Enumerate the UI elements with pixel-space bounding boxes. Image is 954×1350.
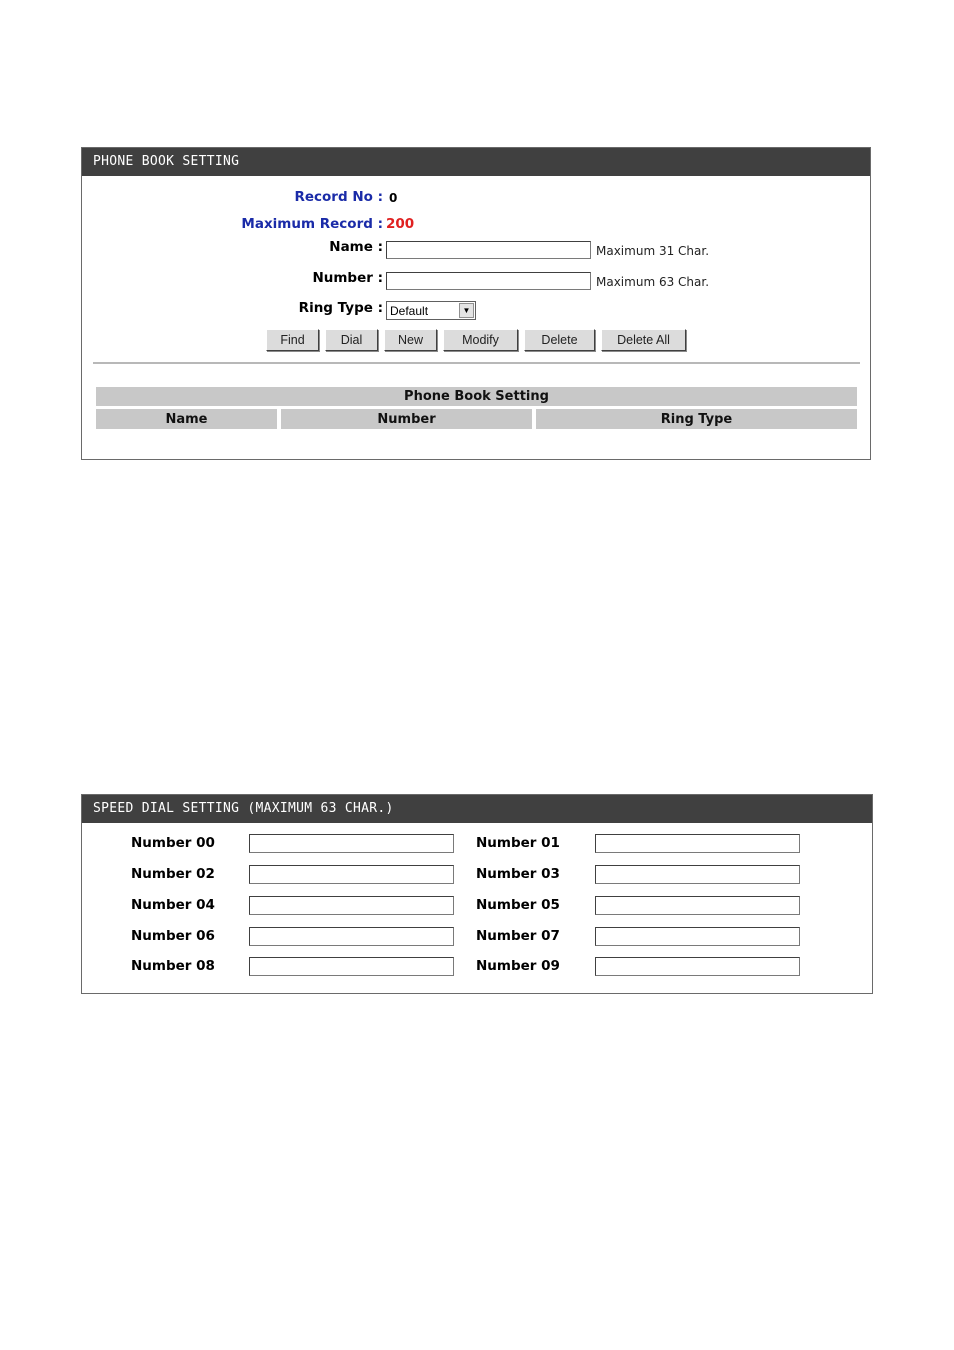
dial-button[interactable]: Dial <box>325 329 378 351</box>
speed-dial-input-09[interactable] <box>595 957 800 976</box>
speed-dial-header: SPEED DIAL SETTING (MAXIMUM 63 CHAR.) <box>82 795 872 823</box>
number-label: Number : <box>312 270 383 286</box>
speed-dial-input-00[interactable] <box>249 834 454 853</box>
record-no-label: Record No : <box>294 189 383 205</box>
speed-dial-label-04: Number 04 <box>131 897 215 913</box>
speed-dial-label-07: Number 07 <box>476 928 560 944</box>
name-label: Name : <box>329 239 383 255</box>
dropdown-arrow-icon[interactable]: ▼ <box>459 303 474 318</box>
speed-dial-label-00: Number 00 <box>131 835 215 851</box>
speed-dial-input-01[interactable] <box>595 834 800 853</box>
ring-type-label: Ring Type : <box>298 300 383 316</box>
modify-button[interactable]: Modify <box>443 329 518 351</box>
column-header-number: Number <box>281 409 532 429</box>
speed-dial-input-08[interactable] <box>249 957 454 976</box>
column-header-ring-type: Ring Type <box>536 409 857 429</box>
speed-dial-input-05[interactable] <box>595 896 800 915</box>
speed-dial-input-02[interactable] <box>249 865 454 884</box>
speed-dial-label-06: Number 06 <box>131 928 215 944</box>
name-input[interactable] <box>386 241 591 259</box>
speed-dial-label-02: Number 02 <box>131 866 215 882</box>
speed-dial-label-05: Number 05 <box>476 897 560 913</box>
speed-dial-label-01: Number 01 <box>476 835 560 851</box>
name-hint: Maximum 31 Char. <box>596 244 710 258</box>
find-button[interactable]: Find <box>266 329 319 351</box>
number-input[interactable] <box>386 272 591 290</box>
ring-type-select[interactable] <box>386 301 476 320</box>
speed-dial-label-09: Number 09 <box>476 958 560 974</box>
max-record-label: Maximum Record : <box>241 216 383 232</box>
new-button[interactable]: New <box>384 329 437 351</box>
number-hint: Maximum 63 Char. <box>596 275 710 289</box>
delete-all-button[interactable]: Delete All <box>601 329 686 351</box>
speed-dial-input-04[interactable] <box>249 896 454 915</box>
speed-dial-input-03[interactable] <box>595 865 800 884</box>
speed-dial-input-06[interactable] <box>249 927 454 946</box>
max-record-value: 200 <box>386 216 415 232</box>
record-no-value: 0 <box>389 191 398 205</box>
column-header-name: Name <box>96 409 277 429</box>
speed-dial-input-07[interactable] <box>595 927 800 946</box>
section-divider <box>93 362 860 364</box>
phone-book-header: PHONE BOOK SETTING <box>82 148 870 176</box>
delete-button[interactable]: Delete <box>524 329 595 351</box>
table-title: Phone Book Setting <box>96 387 857 406</box>
ring-type-selected: Default <box>390 304 429 318</box>
speed-dial-label-03: Number 03 <box>476 866 560 882</box>
speed-dial-label-08: Number 08 <box>131 958 215 974</box>
